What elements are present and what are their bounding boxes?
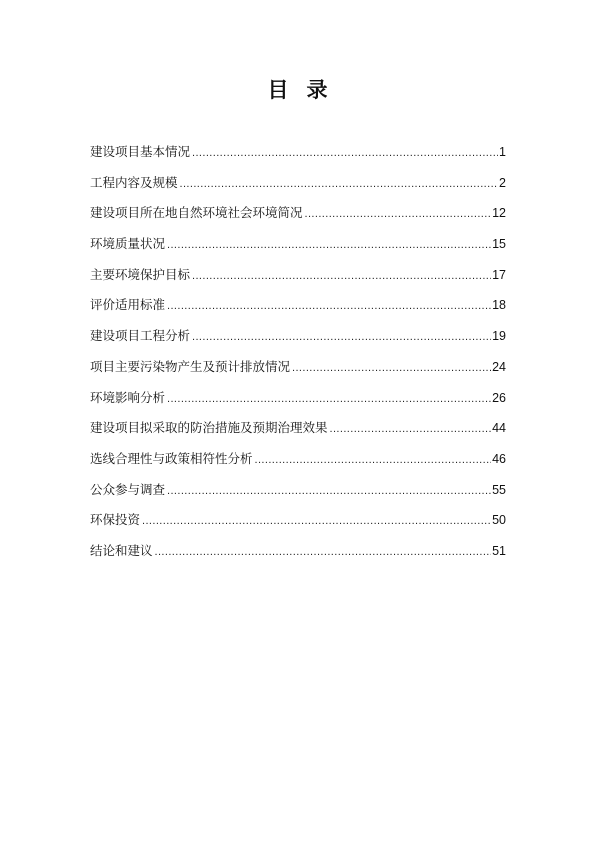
toc-page-number: 50 xyxy=(492,513,506,528)
toc-entry[interactable] xyxy=(90,413,506,444)
toc-entry-label: 公众参与调查 xyxy=(90,481,166,497)
toc-page-number: 2 xyxy=(499,175,506,190)
toc-page-number: 17 xyxy=(492,267,506,282)
toc-dot-leader xyxy=(305,199,492,230)
toc-dot-leader xyxy=(292,353,491,384)
toc-entry[interactable] xyxy=(90,168,506,199)
toc-page-number: 1 xyxy=(499,145,506,159)
toc-entry[interactable] xyxy=(90,475,506,506)
toc-entry-label: 选线合理性与政策相符性分析 xyxy=(90,450,253,466)
toc-entry[interactable] xyxy=(90,536,506,567)
toc-page-number: 55 xyxy=(492,482,506,497)
toc-entry-label: 工程内容及规模 xyxy=(90,174,178,190)
toc-entry-label: 结论和建议 xyxy=(90,542,153,558)
toc-entry[interactable] xyxy=(90,260,506,291)
toc-entry[interactable] xyxy=(90,444,506,475)
toc-entry[interactable] xyxy=(90,229,506,260)
toc-dot-leader xyxy=(167,291,491,322)
toc-entry-label: 主要环境保护目标 xyxy=(90,266,191,282)
toc-entry-label: 建设项目基本情况 xyxy=(90,144,191,159)
toc-title: 目录 xyxy=(267,78,346,102)
toc-dot-leader xyxy=(180,169,499,200)
toc-page-number: 12 xyxy=(492,206,506,221)
toc-entry[interactable] xyxy=(90,383,506,414)
toc-entry[interactable] xyxy=(90,198,506,229)
toc-dot-leader xyxy=(155,537,492,568)
toc-dot-leader xyxy=(142,506,491,537)
toc-page-number: 19 xyxy=(492,329,506,344)
toc-list xyxy=(90,137,506,567)
toc-dot-leader xyxy=(192,322,491,353)
toc-entry-label: 建设项目工程分析 xyxy=(90,328,191,344)
toc-dot-leader xyxy=(330,414,492,445)
toc-entry-label: 环境影响分析 xyxy=(90,389,166,405)
toc-entry[interactable] xyxy=(90,321,506,352)
toc-entry[interactable] xyxy=(90,505,506,536)
toc-dot-leader xyxy=(192,138,498,169)
toc-page-number: 44 xyxy=(492,421,506,436)
toc-entry-label: 环保投资 xyxy=(90,512,141,528)
toc-entry-label: 建设项目拟采取的防治措施及预期治理效果 xyxy=(90,420,328,436)
toc-page-number: 51 xyxy=(492,543,506,558)
toc-entry-label: 评价适用标准 xyxy=(90,297,166,313)
toc-page-number: 46 xyxy=(492,451,506,466)
toc-page-number: 24 xyxy=(492,359,506,374)
toc-dot-leader xyxy=(255,445,492,476)
toc-dot-leader xyxy=(192,261,491,292)
toc-entry-label: 环境质量状况 xyxy=(90,236,166,252)
toc-entry[interactable] xyxy=(90,137,506,168)
toc-entry-label: 建设项目所在地自然环境社会环境简况 xyxy=(90,205,303,221)
toc-entry-label: 项目主要污染物产生及预计排放情况 xyxy=(90,358,291,374)
toc-dot-leader xyxy=(167,230,491,261)
toc-page-number: 26 xyxy=(492,390,506,405)
toc-entry[interactable] xyxy=(90,290,506,321)
toc-dot-leader xyxy=(167,384,491,415)
toc-page-number: 18 xyxy=(492,298,506,313)
toc-page-number: 15 xyxy=(492,237,506,252)
toc-dot-leader xyxy=(167,476,491,507)
toc-entry[interactable] xyxy=(90,352,506,383)
